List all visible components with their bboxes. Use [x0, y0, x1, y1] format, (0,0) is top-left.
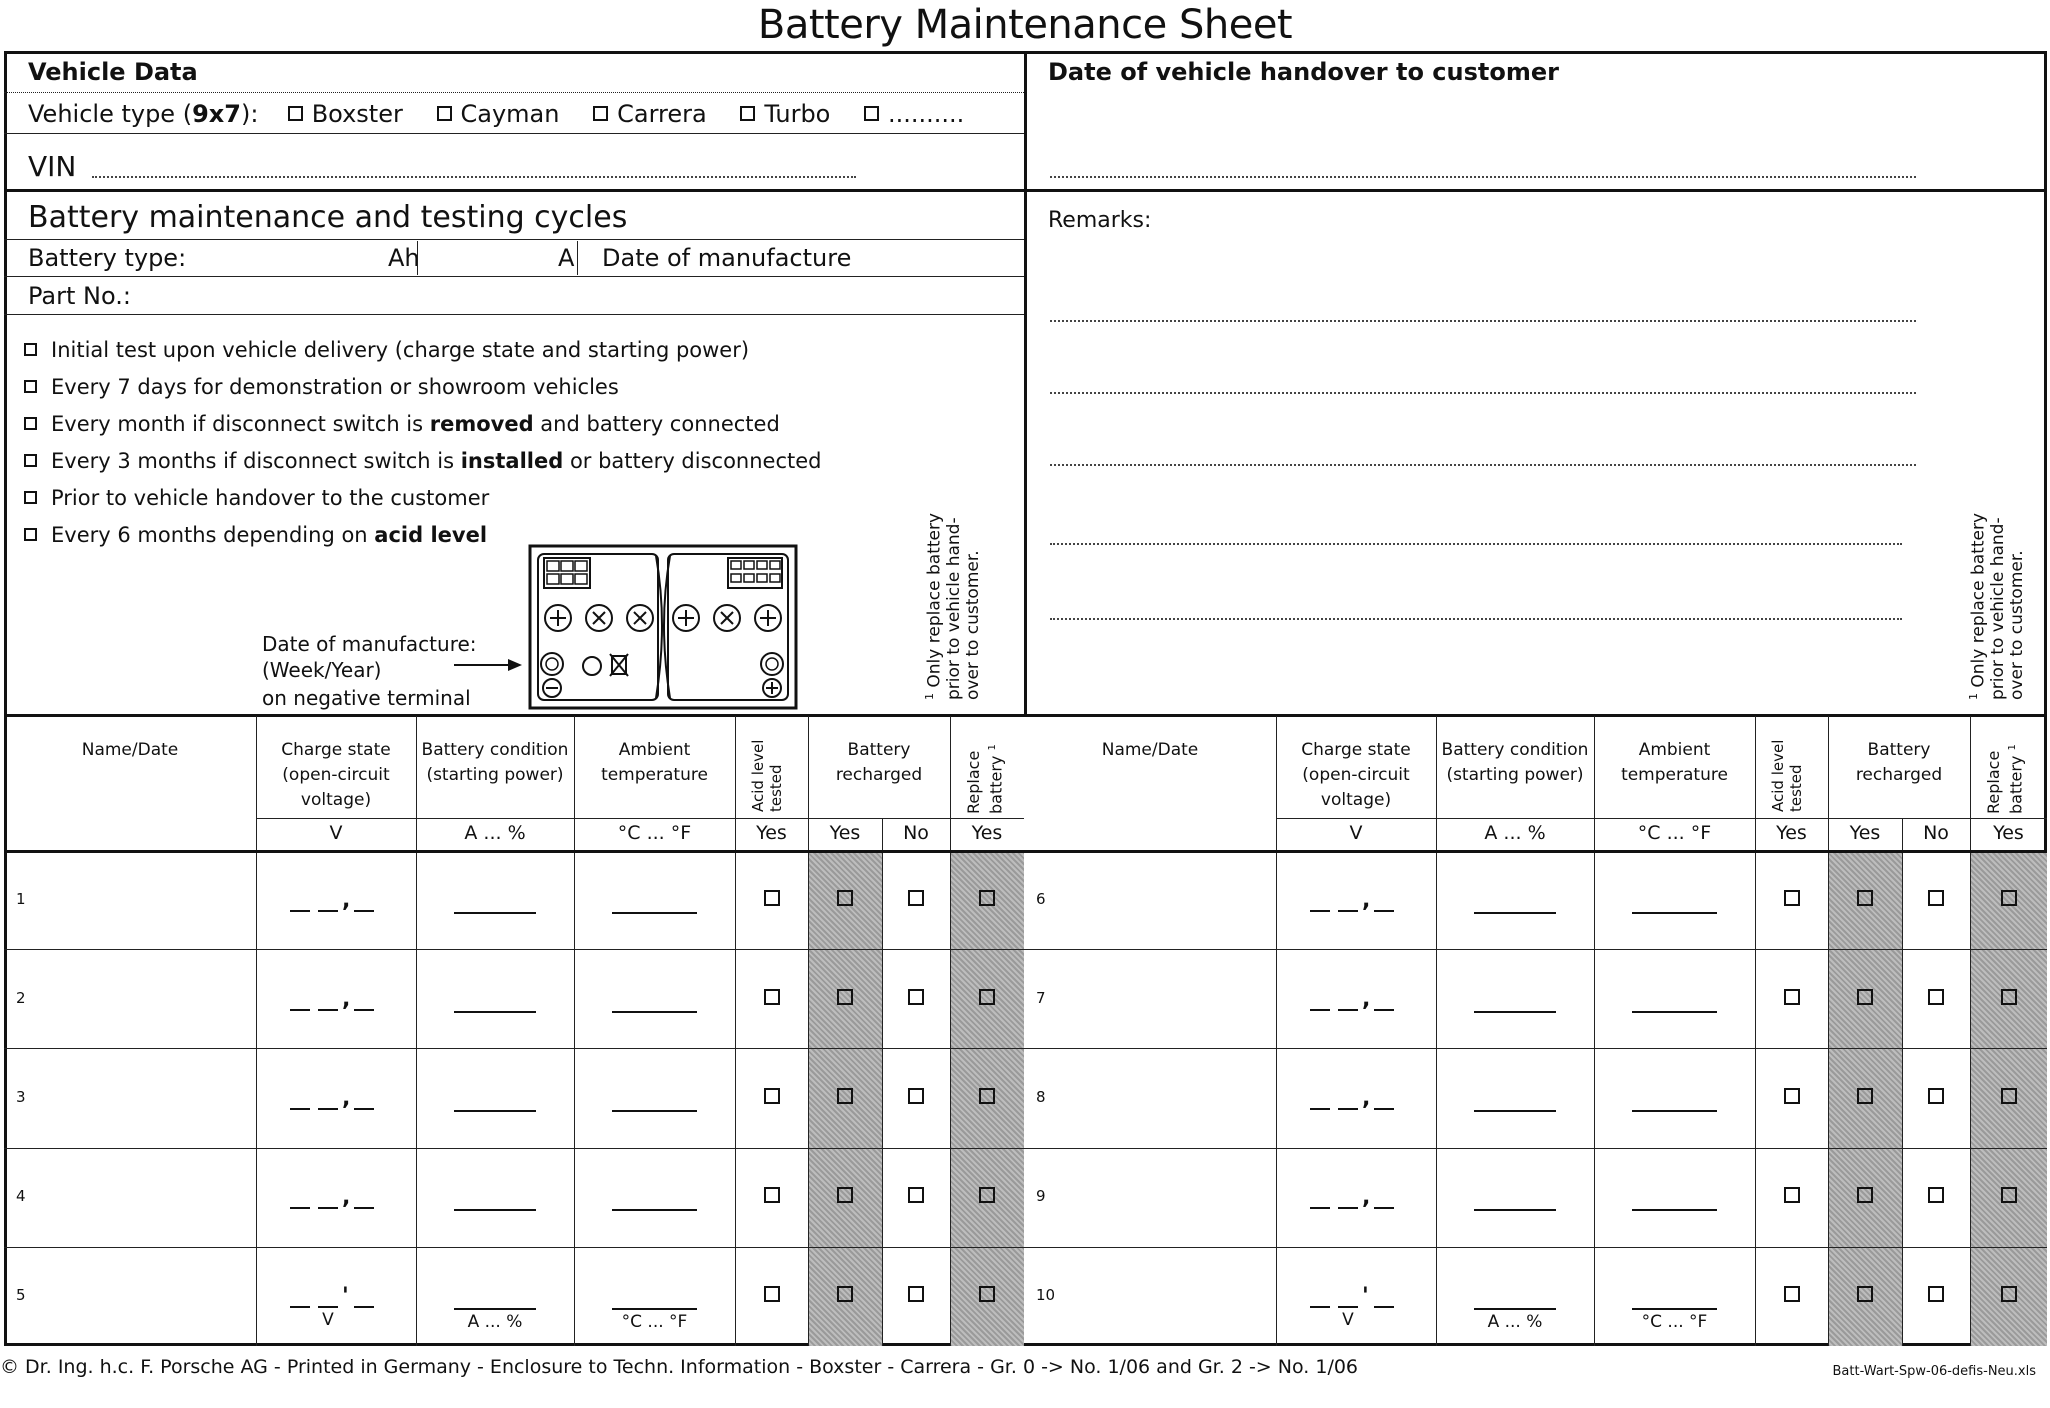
voltage-digit-blank[interactable] — [290, 1207, 310, 1209]
replace-yes-checkbox[interactable] — [2001, 989, 2017, 1005]
side-note-line-2: prior to vehicle hand- — [1987, 517, 2008, 700]
side-note-mark: 1 — [923, 693, 936, 700]
recharged-no-checkbox[interactable] — [1928, 1286, 1944, 1302]
voltage-digit-blank[interactable] — [318, 1009, 338, 1011]
voltage-decimal-blank[interactable] — [354, 1108, 374, 1110]
cycle-item-7-days[interactable]: Every 7 days for demonstration or showroom vehicles — [24, 375, 619, 399]
header-replace-mark: 1 — [987, 744, 998, 751]
recharged-yes-checkbox[interactable] — [1857, 1088, 1873, 1104]
current-field-blank[interactable] — [454, 1011, 536, 1013]
unit-temperature-inline: °C ... °F — [621, 1312, 688, 1333]
recharged-no-checkbox[interactable] — [908, 890, 924, 906]
voltage-decimal-blank[interactable] — [354, 910, 374, 912]
header-battery-condition-line: Battery condition — [421, 740, 569, 760]
row-number: 7 — [1036, 988, 1046, 1007]
cycle-item-3-months[interactable]: Every 3 months if disconnect switch is installed or battery disconnected — [24, 449, 822, 473]
unit-recharged-yes: Yes — [1849, 822, 1881, 844]
voltage-digit-blank[interactable] — [1310, 1306, 1330, 1308]
checkbox[interactable] — [24, 454, 37, 467]
acid-level-checkbox[interactable] — [764, 1187, 780, 1203]
checkbox[interactable] — [24, 343, 37, 356]
current-field-blank[interactable] — [454, 1209, 536, 1211]
replace-yes-checkbox[interactable] — [979, 1187, 995, 1203]
replace-yes-checkbox[interactable] — [979, 890, 995, 906]
header-battery-condition-line: Battery condition — [1441, 740, 1589, 760]
temperature-field-blank[interactable] — [1632, 1011, 1717, 1013]
unit-acid-yes: Yes — [756, 822, 787, 844]
voltage-digit-blank[interactable] — [318, 1207, 338, 1209]
voltage-digit-blank[interactable] — [290, 1306, 310, 1308]
checkbox[interactable] — [593, 106, 608, 121]
recharged-no-checkbox[interactable] — [1928, 1088, 1944, 1104]
unit-recharged-no: No — [903, 822, 929, 844]
header-battery-recharged — [1828, 738, 1970, 788]
header-battery-condition-line: (starting power) — [426, 765, 564, 785]
voltage-decimal-blank[interactable] — [354, 1207, 374, 1209]
vehicle-type-row — [28, 100, 990, 128]
header-acid-level-line: Acid level — [1769, 739, 1787, 812]
current-field-blank[interactable] — [1474, 1308, 1556, 1310]
voltage-digit-blank[interactable] — [1338, 1207, 1358, 1209]
header-ambient-temperature — [1594, 738, 1755, 788]
voltage-separator: ' — [1362, 1284, 1369, 1310]
footer-copyright: © Dr. Ing. h.c. F. Porsche AG - Printed in Germany - Enclosure to Techn. Information - Boxster - Carrera - Gr. 0 -> No. 1/06 and Gr. 2 -> No. 1/06 — [0, 1356, 1359, 1378]
voltage-digit-blank[interactable] — [290, 1108, 310, 1110]
cycles-heading: Battery maintenance and testing cycles — [28, 200, 628, 235]
table-column-divider — [1436, 716, 1437, 1346]
checkbox[interactable] — [24, 528, 37, 541]
header-acid-level-line: tested — [767, 764, 785, 812]
table-column-divider — [416, 716, 417, 1346]
temperature-field-blank[interactable] — [612, 1011, 697, 1013]
voltage-digit-blank[interactable] — [1338, 1306, 1358, 1308]
header-ambient-temperature-line: Ambient — [1638, 740, 1711, 760]
voltage-separator: , — [1362, 887, 1371, 913]
recharged-yes-checkbox[interactable] — [1857, 1187, 1873, 1203]
table-column-divider — [882, 818, 883, 1346]
header-battery-recharged-line: recharged — [1855, 765, 1943, 785]
row-number: 1 — [16, 889, 26, 908]
header-charge-state — [1276, 738, 1436, 813]
vehicle-option-other[interactable]: .......... — [864, 100, 964, 128]
header-charge-state-line: Charge state — [1301, 740, 1411, 760]
cycles-rule-3 — [4, 314, 1024, 315]
header-ambient-temperature — [574, 738, 735, 788]
vin-field[interactable] — [92, 176, 856, 178]
acid-level-checkbox[interactable] — [764, 1088, 780, 1104]
section-divider-top — [4, 189, 2047, 192]
header-battery-recharged-line: Battery — [1867, 740, 1931, 760]
recharged-no-checkbox[interactable] — [908, 989, 924, 1005]
cycle-item-handover[interactable]: Prior to vehicle handover to the customer — [24, 486, 489, 510]
checkbox[interactable] — [740, 106, 755, 121]
unit-current: A ... % — [1484, 822, 1546, 844]
header-name-date: Name/Date — [81, 740, 179, 760]
replace-yes-checkbox[interactable] — [979, 1088, 995, 1104]
ah-divider — [417, 241, 418, 275]
voltage-digit-blank[interactable] — [1310, 1108, 1330, 1110]
cycles-rule-1 — [4, 239, 1024, 240]
table-header-rule — [1024, 850, 2047, 853]
remarks-label: Remarks: — [1048, 208, 1152, 233]
header-acid-level-line: tested — [1787, 764, 1805, 812]
battery-diagram-icon — [528, 544, 798, 710]
unit-recharged-no: No — [1923, 822, 1949, 844]
replace-yes-checkbox[interactable] — [2001, 1088, 2017, 1104]
current-field-blank[interactable] — [1474, 1209, 1556, 1211]
acid-level-checkbox[interactable] — [764, 989, 780, 1005]
vehicle-option-cayman[interactable]: Cayman — [437, 100, 560, 128]
header-replace-line: battery — [2006, 755, 2026, 814]
temperature-field-blank[interactable] — [1632, 1110, 1717, 1112]
header-replace-battery — [964, 744, 1005, 814]
part-no-label: Part No.: — [28, 282, 131, 310]
voltage-separator: ' — [342, 1284, 349, 1310]
header-ambient-temperature-line: temperature — [601, 765, 708, 785]
acid-level-checkbox[interactable] — [764, 1286, 780, 1302]
recharged-yes-checkbox[interactable] — [1857, 1286, 1873, 1302]
dom-note-line-3: on negative terminal — [262, 686, 471, 710]
unit-temperature: °C ... °F — [1637, 822, 1712, 844]
page-title: Battery Maintenance Sheet — [757, 2, 1293, 48]
table-row-rule — [1024, 1148, 2047, 1149]
dom-note-line-2: (Week/Year) — [262, 658, 382, 682]
voltage-digit-blank[interactable] — [1310, 1207, 1330, 1209]
recharged-yes-checkbox[interactable] — [1857, 989, 1873, 1005]
table-column-divider — [808, 716, 809, 1346]
unit-temperature-inline: °C ... °F — [1641, 1312, 1708, 1333]
a-divider — [577, 241, 578, 275]
acid-level-checkbox[interactable] — [764, 890, 780, 906]
header-replace-line: Replace — [964, 750, 983, 814]
voltage-decimal-blank[interactable] — [1374, 1009, 1394, 1011]
checkbox[interactable] — [24, 380, 37, 393]
voltage-digit-blank[interactable] — [318, 1306, 338, 1308]
ah-unit: Ah — [388, 244, 420, 272]
table-row-rule — [4, 949, 1024, 950]
cycle-item-monthly[interactable]: Every month if disconnect switch is removed and battery connected — [24, 412, 780, 436]
header-charge-state-line: Charge state — [281, 740, 391, 760]
temperature-field-blank[interactable] — [612, 1308, 697, 1310]
side-note-right — [1964, 513, 2027, 700]
table-column-divider — [574, 716, 575, 1346]
header-name-date: Name/Date — [1101, 740, 1199, 760]
voltage-digit-blank[interactable] — [290, 1009, 310, 1011]
recharged-yes-checkbox[interactable] — [1857, 890, 1873, 906]
checkbox[interactable] — [24, 417, 37, 430]
side-note-line-3: over to customer. — [2006, 550, 2027, 700]
voltage-decimal-blank[interactable] — [1374, 910, 1394, 912]
row-number: 10 — [1036, 1286, 1056, 1305]
unit-voltage-inline: V — [322, 1310, 334, 1331]
current-field-blank[interactable] — [454, 1308, 536, 1310]
voltage-decimal-blank[interactable] — [354, 1306, 374, 1308]
date-of-manufacture-label: Date of manufacture — [602, 244, 852, 272]
cycles-rule-2 — [4, 276, 1024, 277]
temperature-field-blank[interactable] — [1632, 1308, 1717, 1310]
vin-label: VIN — [28, 150, 77, 183]
unit-current-inline: A ... % — [467, 1312, 523, 1333]
current-field-blank[interactable] — [454, 1110, 536, 1112]
temperature-field-blank[interactable] — [1632, 1209, 1717, 1211]
side-note-mark: 1 — [1967, 693, 1980, 700]
voltage-separator: , — [1362, 986, 1371, 1012]
unit-replace-yes: Yes — [971, 822, 1003, 844]
row-number: 3 — [16, 1088, 26, 1106]
current-field-blank[interactable] — [1474, 1011, 1556, 1013]
vehicle-type-code: 9x7 — [192, 100, 241, 128]
row-number: 6 — [1036, 889, 1046, 908]
voltage-decimal-blank[interactable] — [1374, 1108, 1394, 1110]
table-column-divider — [1755, 716, 1756, 1346]
row-number: 5 — [16, 1286, 26, 1305]
recharged-yes-checkbox[interactable] — [837, 1286, 853, 1302]
unit-voltage-inline: V — [1342, 1310, 1354, 1331]
header-battery-recharged — [808, 738, 950, 788]
header-replace-battery — [1984, 744, 2025, 814]
recharged-yes-checkbox[interactable] — [837, 989, 853, 1005]
recharged-no-checkbox[interactable] — [908, 1088, 924, 1104]
checkbox[interactable] — [288, 106, 303, 121]
header-replace-mark: 1 — [2007, 744, 2018, 751]
header-battery-condition — [1436, 738, 1594, 788]
a-unit: A — [558, 244, 575, 272]
header-ambient-temperature-line: Ambient — [618, 740, 691, 760]
voltage-digit-blank[interactable] — [290, 910, 310, 912]
remarks-line-3[interactable] — [1050, 464, 1916, 466]
unit-voltage: V — [1349, 822, 1363, 844]
voltage-decimal-blank[interactable] — [1374, 1306, 1394, 1308]
recharged-yes-checkbox[interactable] — [837, 1187, 853, 1203]
temperature-field-blank[interactable] — [612, 912, 697, 914]
header-charge-state-line: (open-circuit voltage) — [1302, 765, 1410, 810]
unit-recharged-yes: Yes — [829, 822, 861, 844]
header-battery-condition — [416, 738, 574, 788]
temperature-field-blank[interactable] — [612, 1110, 697, 1112]
voltage-digit-blank[interactable] — [1310, 1009, 1330, 1011]
acid-level-checkbox[interactable] — [1784, 989, 1800, 1005]
table-unit-rule — [1276, 818, 2047, 819]
cycle-item-initial[interactable]: Initial test upon vehicle delivery (charge state and starting power) — [24, 338, 749, 362]
checkbox[interactable] — [437, 106, 452, 121]
header-acid-level — [1769, 740, 1805, 812]
table-column-divider — [735, 716, 736, 1346]
header-charge-state-line: (open-circuit voltage) — [282, 765, 390, 810]
remarks-line-4[interactable] — [1050, 543, 1902, 545]
replace-yes-checkbox[interactable] — [979, 1286, 995, 1302]
vehicle-data-heading: Vehicle Data — [28, 58, 198, 86]
table-column-divider — [1828, 716, 1829, 1346]
header-battery-recharged-line: recharged — [835, 765, 923, 785]
voltage-separator: , — [1362, 1086, 1371, 1111]
voltage-digit-blank[interactable] — [1338, 1009, 1358, 1011]
vehicle-type-label: Vehicle type ( — [28, 100, 193, 128]
header-charge-state — [256, 738, 416, 813]
side-note-line-1: Only replace battery — [924, 512, 945, 688]
vehicle-option-boxster[interactable]: Boxster — [288, 100, 403, 128]
current-field-blank[interactable] — [454, 912, 536, 914]
table-row-rule — [4, 1247, 1024, 1248]
voltage-separator: , — [342, 887, 351, 913]
unit-acid-yes: Yes — [1776, 822, 1807, 844]
table-row-rule — [4, 1048, 1024, 1049]
voltage-decimal-blank[interactable] — [354, 1009, 374, 1011]
remarks-line-2[interactable] — [1050, 392, 1916, 394]
handover-date-field[interactable] — [1050, 176, 1916, 178]
acid-level-checkbox[interactable] — [1784, 890, 1800, 906]
vehicle-type-label-end: ): — [240, 100, 259, 128]
voltage-digit-blank[interactable] — [318, 910, 338, 912]
vehicle-option-turbo[interactable]: Turbo — [740, 100, 830, 128]
voltage-separator: , — [342, 1086, 351, 1111]
voltage-digit-blank[interactable] — [1338, 1108, 1358, 1110]
recharged-yes-checkbox[interactable] — [837, 890, 853, 906]
voltage-separator: , — [342, 1185, 351, 1211]
replace-yes-checkbox[interactable] — [2001, 890, 2017, 906]
row-number: 2 — [16, 988, 26, 1007]
side-note-line-1: Only replace battery — [1968, 512, 1989, 688]
table-header-rule — [4, 850, 1024, 853]
current-field-blank[interactable] — [1474, 1110, 1556, 1112]
unit-temperature: °C ... °F — [617, 822, 692, 844]
table-column-divider — [1970, 716, 1971, 1346]
recharged-yes-checkbox[interactable] — [837, 1088, 853, 1104]
voltage-decimal-blank[interactable] — [1374, 1207, 1394, 1209]
checkbox[interactable] — [864, 106, 879, 121]
section-divider-table — [4, 714, 2047, 717]
footer-file-reference: Batt-Wart-Spw-06-defis-Neu.xls — [1832, 1364, 2036, 1379]
recharged-no-checkbox[interactable] — [908, 1187, 924, 1203]
voltage-digit-blank[interactable] — [318, 1108, 338, 1110]
unit-replace-yes: Yes — [1993, 822, 2024, 844]
header-ambient-temperature-line: temperature — [1621, 765, 1728, 785]
header-acid-level-line: Acid level — [749, 739, 767, 812]
acid-level-checkbox[interactable] — [1784, 1286, 1800, 1302]
header-battery-condition-line: (starting power) — [1446, 765, 1584, 785]
replace-yes-checkbox[interactable] — [2001, 1187, 2017, 1203]
temperature-field-blank[interactable] — [612, 1209, 697, 1211]
vehicle-data-rule — [4, 92, 1024, 93]
checkbox[interactable] — [24, 491, 37, 504]
table-column-divider — [1594, 716, 1595, 1346]
side-note-line-3: over to customer. — [962, 550, 983, 700]
voltage-separator: , — [342, 986, 351, 1012]
voltage-digit-blank[interactable] — [1310, 910, 1330, 912]
remarks-line-1[interactable] — [1050, 320, 1916, 322]
arrow-icon — [452, 655, 524, 675]
table-row-rule — [1024, 949, 2047, 950]
acid-level-checkbox[interactable] — [1784, 1187, 1800, 1203]
header-replace-line: battery — [986, 755, 1006, 814]
table-row-rule — [1024, 1247, 2047, 1248]
voltage-digit-blank[interactable] — [1338, 910, 1358, 912]
remarks-line-5[interactable] — [1050, 618, 1902, 620]
vehicle-type-rule — [4, 133, 1024, 134]
battery-type-label: Battery type: — [28, 244, 187, 272]
table-column-divider — [1902, 818, 1903, 1346]
table-unit-rule — [256, 818, 1024, 819]
center-divider — [1024, 51, 1027, 715]
cycle-item-6-months[interactable]: Every 6 months depending on acid level — [24, 523, 487, 547]
acid-level-checkbox[interactable] — [1784, 1088, 1800, 1104]
replace-yes-checkbox[interactable] — [2001, 1286, 2017, 1302]
handover-heading: Date of vehicle handover to customer — [1048, 58, 1559, 86]
header-battery-recharged-line: Battery — [847, 740, 911, 760]
current-field-blank[interactable] — [1474, 912, 1556, 914]
replace-yes-checkbox[interactable] — [979, 989, 995, 1005]
row-number: 8 — [1036, 1088, 1046, 1106]
unit-current: A ... % — [464, 822, 526, 844]
unit-voltage: V — [329, 822, 343, 844]
dom-note-line-1: Date of manufacture: — [262, 632, 477, 656]
side-note-line-2: prior to vehicle hand- — [943, 517, 964, 700]
unit-current-inline: A ... % — [1487, 1312, 1543, 1333]
header-replace-line: Replace — [1984, 750, 2003, 814]
table-row-rule — [1024, 1048, 2047, 1049]
row-number: 4 — [16, 1187, 26, 1206]
header-acid-level — [749, 740, 785, 812]
recharged-no-checkbox[interactable] — [1928, 989, 1944, 1005]
table-column-divider — [950, 716, 951, 1346]
voltage-separator: , — [1362, 1185, 1371, 1211]
vehicle-option-carrera[interactable]: Carrera — [593, 100, 707, 128]
row-number: 9 — [1036, 1187, 1046, 1206]
recharged-no-checkbox[interactable] — [1928, 890, 1944, 906]
temperature-field-blank[interactable] — [1632, 912, 1717, 914]
table-row-rule — [4, 1148, 1024, 1149]
recharged-no-checkbox[interactable] — [908, 1286, 924, 1302]
side-note-left — [920, 513, 983, 700]
recharged-no-checkbox[interactable] — [1928, 1187, 1944, 1203]
